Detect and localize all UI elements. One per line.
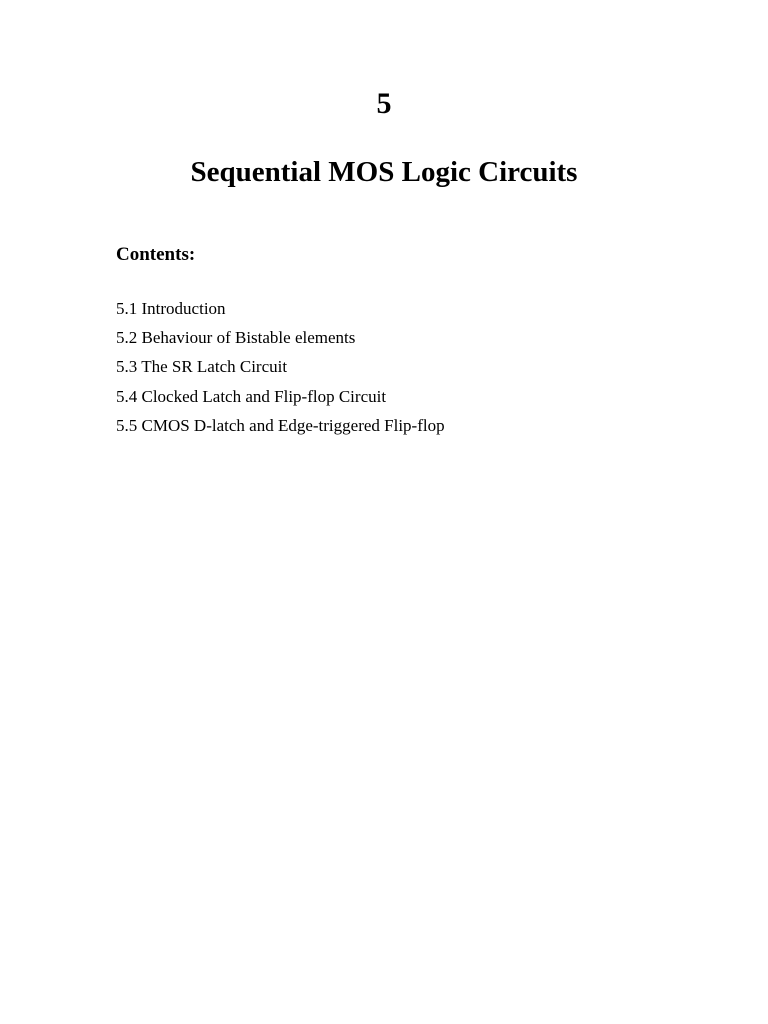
table-of-contents: [116, 294, 445, 440]
toc-item-clocked-latch: 5.4 Clocked Latch and Flip-flop Circuit: [116, 386, 387, 406]
toc-item-sr-latch: 5.3 The SR Latch Circuit: [116, 357, 288, 377]
toc-item-cmos-d-latch: 5.5 CMOS D-latch and Edge-triggered Flip-flop: [116, 415, 445, 435]
chapter-title: Sequential MOS Logic Circuits: [190, 156, 578, 188]
chapter-number: 5: [376, 87, 392, 120]
contents-heading: Contents:: [116, 244, 196, 265]
toc-item-introduction: 5.1 Introduction: [116, 299, 226, 318]
toc-item-bistable-elements: 5.2 Behaviour of Bistable elements: [116, 328, 356, 348]
